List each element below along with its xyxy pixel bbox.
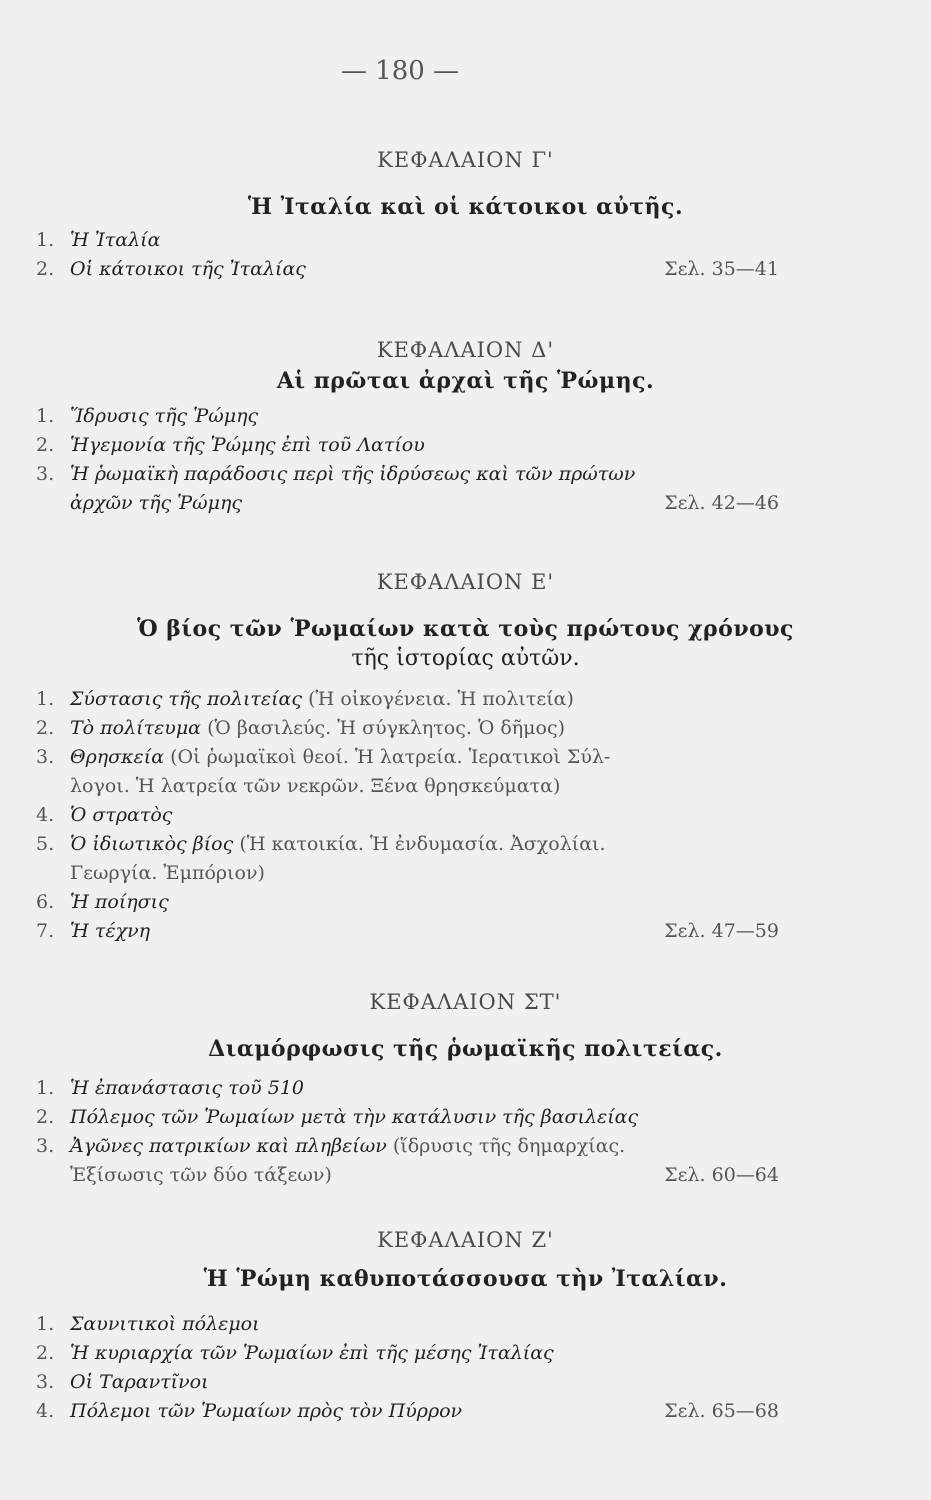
list-item: 5. Ὁ ἰδιωτικὸς βίος (Ἡ κατοικία. Ἡ ἐνδυμασία. Ἀσχολίαι. (36, 833, 606, 855)
list-item: 3. Οἱ Ταραντῖνοι (36, 1371, 209, 1393)
list-item: 1. Σύστασις τῆς πολιτείας (Ἡ οἰκογένεια. Ἡ πολιτεία) (36, 688, 574, 710)
chapter-title: Ἡ Ῥώμη καθυποτάσσουσα τὴν Ἰταλίαν. (203, 1266, 728, 1292)
list-item: 7. Ἡ τέχνη Σελ. 47—59 (0, 917, 931, 946)
list-item: 3. Ἀγῶνες πατρικίων καὶ πληβείων (ἵδρυσις τῆς δημαρχίας. (36, 1135, 626, 1157)
page-number: — 180 — (340, 56, 460, 86)
list-item: 2. Ἡ κυριαρχία τῶν Ῥωμαίων ἐπὶ τῆς μέσης Ἰταλίας (36, 1342, 554, 1364)
chapter-6 (0, 990, 931, 1190)
chapter-heading: ΚΕΦΑΛΑΙΟΝ Γ' (377, 148, 554, 172)
list-item: 6. Ἡ ποίησις (36, 891, 169, 913)
list-item-continuation: Γεωργία. Ἐμπόριον) (70, 862, 265, 884)
chapter-heading: ΚΕΦΑΛΑΙΟΝ ΣΤ' (369, 990, 562, 1014)
page-range: Σελ. 42—46 (664, 492, 779, 514)
list-item: 2. Οἱ κάτοικοι τῆς Ἰταλίας Σελ. 35—41 (0, 255, 931, 284)
list-item-continuation: λογοι. Ἡ λατρεία τῶν νεκρῶν. Ξένα θρησκεύματα) (70, 775, 561, 797)
chapter-3 (0, 148, 931, 284)
chapter-title: Ὁ βίος τῶν Ῥωμαίων κατὰ τοὺς πρώτους χρόνους (137, 616, 794, 642)
chapter-title: Αἱ πρῶται ἀρχαὶ τῆς Ῥώμης. (276, 368, 655, 394)
chapter-7 (0, 1228, 931, 1426)
page-range: Σελ. 60—64 (664, 1164, 779, 1186)
chapter-title: Ἡ Ἰταλία καὶ οἱ κάτοικοι αὐτῆς. (247, 194, 684, 220)
page-range: Σελ. 65—68 (664, 1400, 779, 1422)
chapter-heading: ΚΕΦΑΛΑΙΟΝ Δ' (376, 338, 555, 362)
chapter-5 (0, 570, 931, 946)
list-item: 4. Πόλεμοι τῶν Ῥωμαίων πρὸς τὸν Πύρρον Σελ. 65—68 (0, 1397, 931, 1426)
list-item: 2. Ἡγεμονία τῆς Ῥώμης ἐπὶ τοῦ Λατίου (36, 434, 425, 456)
list-item: 1. Ἵδρυσις τῆς Ῥώμης (36, 405, 259, 427)
list-item: 1. Ἡ ἐπανάστασις τοῦ 510 (36, 1077, 305, 1099)
list-item: 1. Σαυνιτικοὶ πόλεμοι (36, 1313, 260, 1335)
list-item: 4. Ὁ στρατὸς (36, 804, 173, 826)
list-item-continuation: ἀρχῶν τῆς Ῥώμης Σελ. 42—46 (0, 489, 931, 518)
list-item: 3. Θρησκεία (Οἱ ῥωμαϊκοὶ θεοί. Ἡ λατρεία. Ἱερατικοὶ Σύλ- (36, 746, 611, 768)
chapter-title-line-2: τῆς ἱστορίας αὐτῶν. (351, 646, 580, 671)
chapter-title: Διαμόρφωσις τῆς ῥωμαϊκῆς πολιτείας. (208, 1036, 723, 1062)
chapter-heading: ΚΕΦΑΛΑΙΟΝ Ε' (376, 570, 555, 594)
list-item-continuation: Ἐξίσωσις τῶν δύο τάξεων) Σελ. 60—64 (0, 1161, 931, 1190)
list-item: 1. Ἡ Ἰταλία (36, 229, 161, 251)
page-range: Σελ. 47—59 (664, 920, 779, 942)
chapter-heading: ΚΕΦΑΛΑΙΟΝ Ζ' (377, 1228, 554, 1252)
page-range: Σελ. 35—41 (664, 258, 779, 280)
list-item: 3. Ἡ ῥωμαϊκὴ παράδοσις περὶ τῆς ἱδρύσεως καὶ τῶν πρώτων (36, 463, 636, 485)
list-item: 2. Πόλεμος τῶν Ῥωμαίων μετὰ τὴν κατάλυσιν τῆς βασιλείας (36, 1106, 639, 1128)
list-item: 2. Τὸ πολίτευμα (Ὁ βασιλεύς. Ἡ σύγκλητος. Ὁ δῆμος) (36, 717, 566, 739)
chapter-4 (0, 338, 931, 518)
